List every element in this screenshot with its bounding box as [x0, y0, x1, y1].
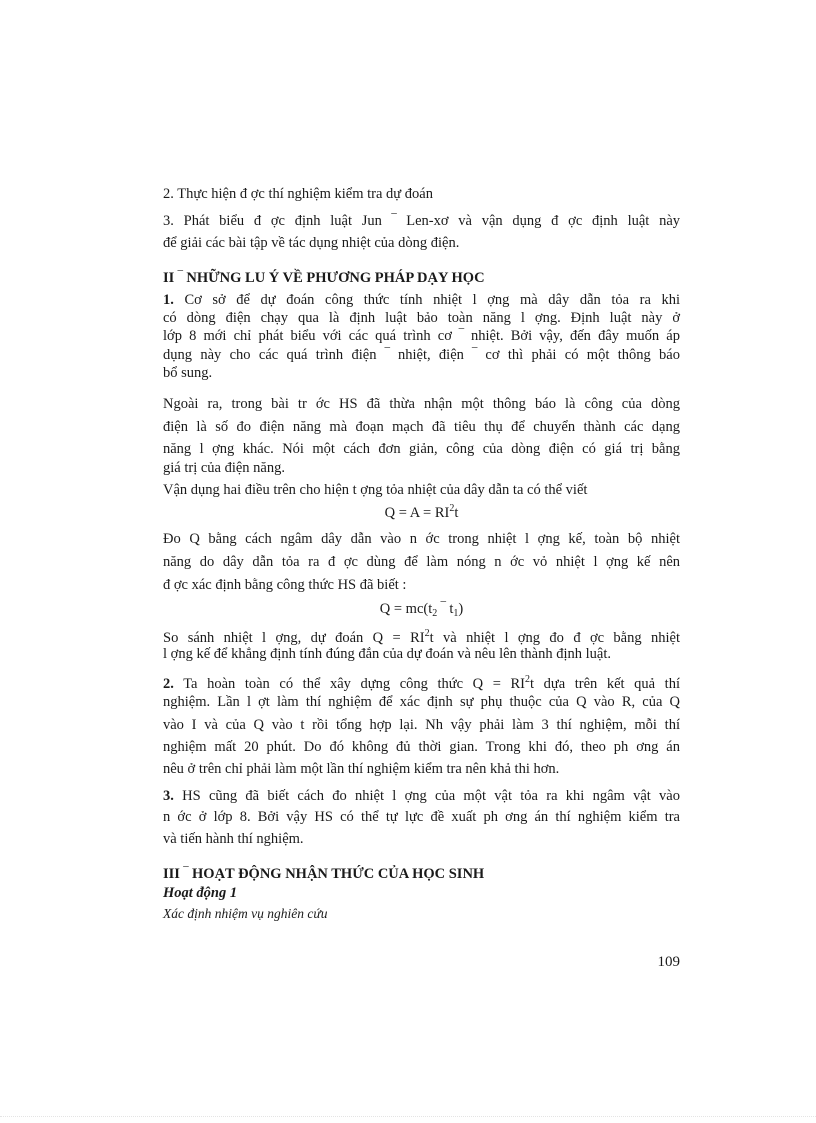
formula-2-post: ) [458, 601, 464, 617]
p7-line-3: và tiến hành thí nghiệm. [163, 831, 304, 847]
p1-line-1 [163, 291, 680, 309]
p5-line-1-post: t và nhiệt l ợng đo đ ợc bằng nhiệt [429, 630, 680, 646]
p6-line-4: nghiệm mất 20 phút. Do đó không đủ thời gian. Trong khi đó, theo ph ơng án [163, 739, 680, 755]
p4-line-3: đ ợc xác định bằng công thức HS đã biết : [163, 577, 407, 593]
formula-2-mid: ‾ t [437, 601, 454, 617]
p1-line-2: có dòng điện chạy qua là định luật bảo toàn năng l ợng. Định luật này ở [163, 310, 680, 326]
formula-2-pre: Q = mc(t [379, 601, 433, 617]
p5-line-2: l ợng kế để khẳng định tính đúng đắn của dự đoán và nêu lên thành định luật. [163, 646, 612, 662]
section-2-heading: II ‾ NHỮNG LU Ý VỀ PHƯƠNG PHÁP DẠY HỌC [163, 270, 485, 286]
p1-number: 1. [163, 292, 174, 308]
formula-1 [163, 500, 680, 522]
p2-line-4: giá trị của điện năng. [163, 460, 285, 476]
formula-2 [163, 600, 680, 623]
p6-line-5: nêu ở trên chỉ phải làm một lần thí nghiệm kiểm tra nên khả thi hơn. [163, 761, 560, 777]
p6-exponent: 2 [524, 674, 530, 685]
section-3-heading: III ‾ HOẠT ĐỘNG NHẬN THỨC CỦA HỌC SINH [163, 866, 485, 882]
formula-1-right: t [454, 505, 459, 521]
intro-item-3-line-1: 3. Phát biểu đ ợc định luật Jun ‾ Len-xơ và vận dụng đ ợc định luật này [163, 213, 680, 229]
p6-number: 2. [163, 676, 174, 692]
formula-2-sub-2: 1 [453, 608, 459, 619]
p2-line-2: điện là số đo điện năng mà đoạn mạch đã tiêu thụ để chuyển thành các dạng [163, 419, 680, 435]
p5-exponent: 2 [424, 628, 430, 639]
p6-line-2: nghiệm. Lần l ợt làm thí nghiệm để xác định sự phụ thuộc của Q vào R, của Q [163, 694, 680, 710]
activity-subtitle: Xác định nhiệm vụ nghiên cứu [163, 906, 328, 921]
p6-line-3: vào I và của Q vào t rồi tổng hợp lại. Nh vậy phải làm 3 thí nghiệm, mỗi thí [163, 717, 680, 733]
p6-line-1 [163, 671, 680, 693]
p2-line-1: Ngoài ra, trong bài tr ớc HS đã thừa nhận một thông báo là công của dòng [163, 396, 680, 412]
bottom-divider [0, 1116, 816, 1118]
p6-line-1-pre: Ta hoàn toàn có thể xây dựng công thức Q = RI [183, 676, 525, 692]
p4-line-1: Đo Q bằng cách ngâm dây dẫn vào n ớc trong nhiệt l ợng kế, toàn bộ nhiệt [163, 531, 680, 547]
p7-line-1 [163, 787, 680, 805]
p1-line-1-text: Cơ sở để dự đoán công thức tính nhiệt l ợng mà dây dẫn tỏa ra khi [184, 292, 681, 308]
page-number: 109 [657, 954, 680, 970]
p1-line-4: dụng này cho các quá trình điện ‾ nhiệt, điện ‾ cơ thì phải có một thông báo [163, 347, 680, 363]
p2-line-3: năng l ợng khác. Nói một cách đơn giản, công của dòng điện có giá trị bằng [163, 441, 680, 457]
p1-line-5: bổ sung. [163, 365, 213, 381]
intro-item-2: 2. Thực hiện đ ợc thí nghiệm kiểm tra dự đoán [163, 186, 433, 202]
formula-1-exponent: 2 [449, 503, 455, 514]
p4-line-2: năng do dây dẫn tỏa ra đ ợc dùng để làm nóng n ớc vỏ nhiệt l ợng kế nên [163, 554, 680, 570]
p7-number: 3. [163, 788, 174, 804]
intro-item-3-line-2: để giải các bài tập về tác dụng nhiệt của dòng điện. [163, 235, 460, 251]
formula-2-sub-1: 2 [432, 608, 438, 619]
p5-line-1-pre: So sánh nhiệt l ợng, dự đoán Q = RI [163, 630, 425, 646]
p3-line-1: Vận dụng hai điều trên cho hiện t ợng tỏa nhiệt của dây dẫn ta có thể viết [163, 482, 588, 498]
p7-line-2: n ớc ở lớp 8. Bởi vậy HS có thể tự lực đề xuất ph ơng án thí nghiệm kiểm tra [163, 809, 680, 825]
p5-line-1 [163, 625, 680, 647]
activity-title: Hoạt động 1 [163, 885, 238, 901]
formula-1-left: Q = A = RI [384, 505, 450, 521]
p1-line-3: lớp 8 mới chỉ phát biểu với các quá trình cơ ‾ nhiệt. Bởi vậy, đến đây muốn áp [163, 328, 680, 344]
p6-line-1-post: t dựa trên kết quả thí [529, 676, 680, 692]
p7-line-1-text: HS cũng đã biết cách đo nhiệt l ợng của một vật tỏa ra khi ngâm vật vào [182, 788, 680, 804]
